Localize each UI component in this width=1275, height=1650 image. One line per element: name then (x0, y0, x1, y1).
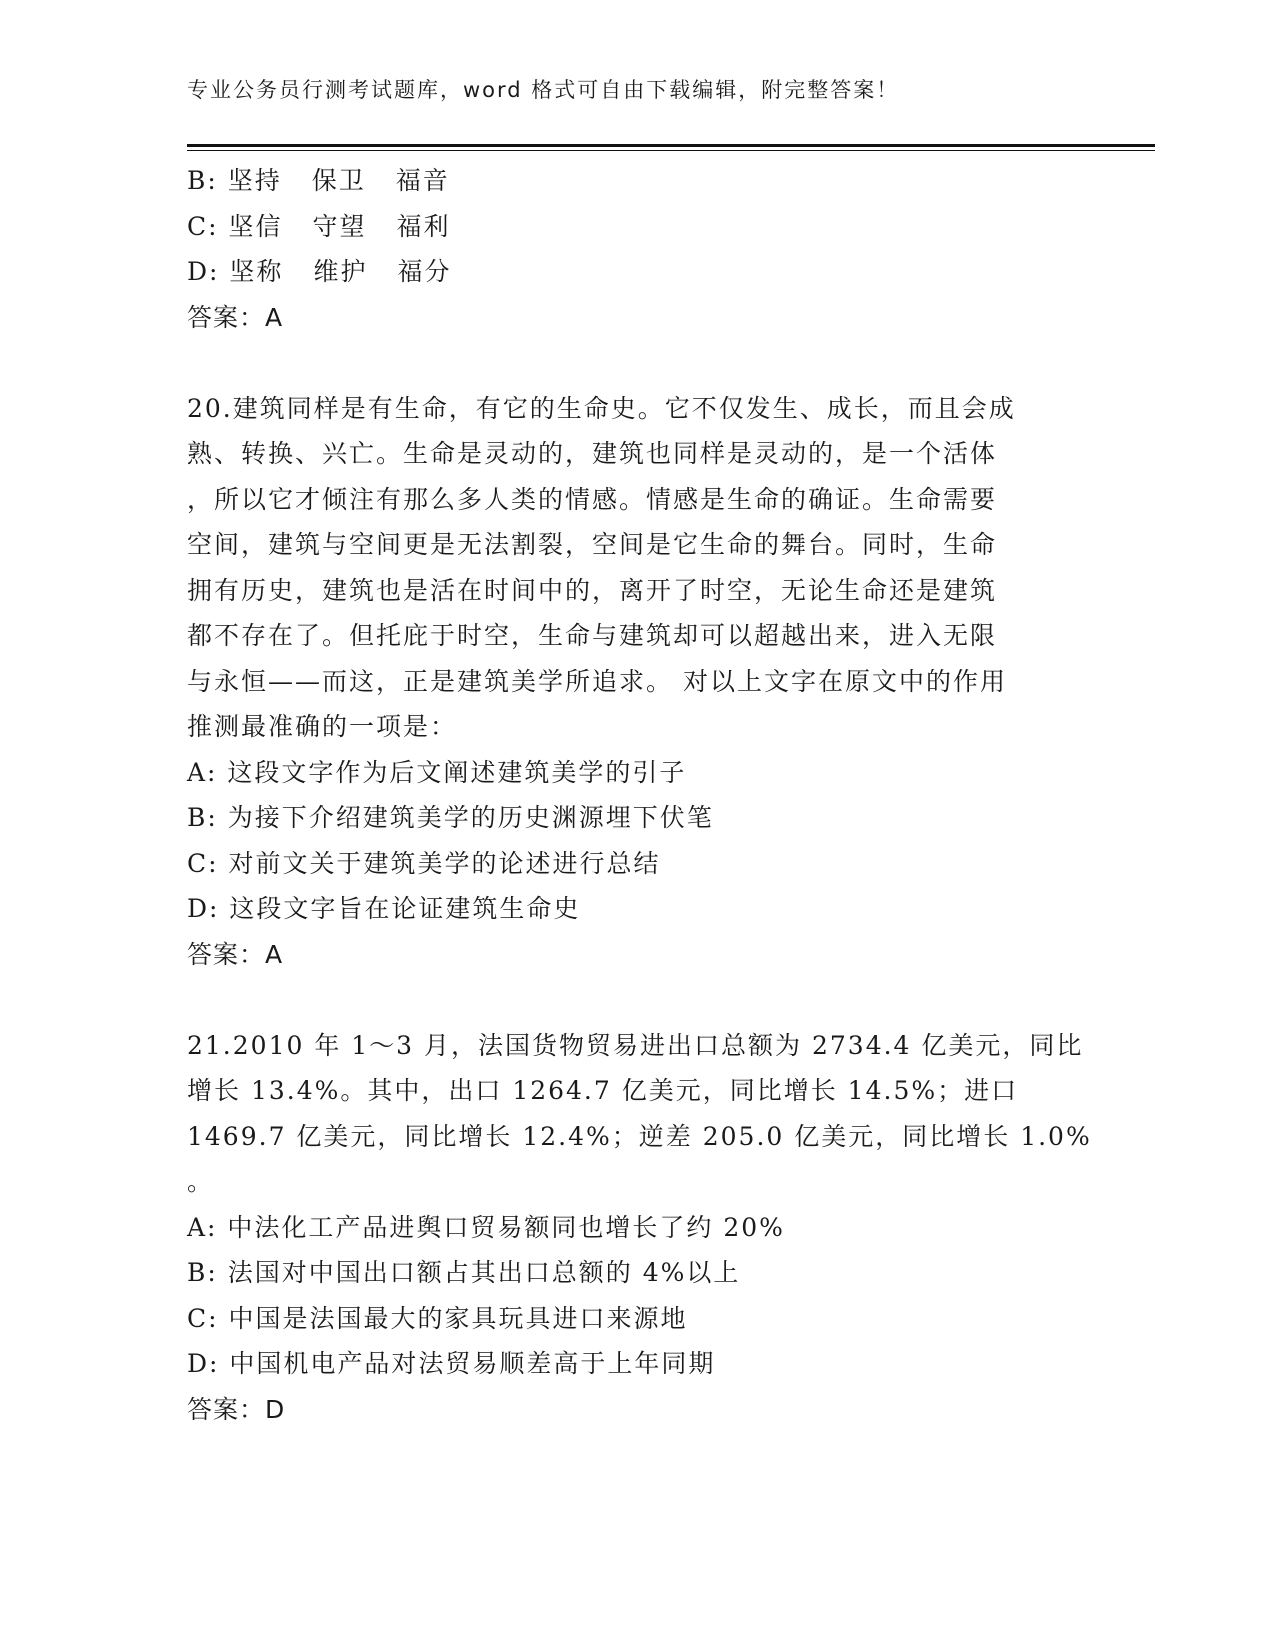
answer: 答案：A (187, 302, 284, 332)
header-rule-thin (187, 150, 1155, 151)
question-20 (187, 386, 1087, 978)
option-a: A: 这段文字作为后文阐述建筑美学的引子 (187, 757, 687, 787)
question-text-line: 增长 13.4%。其中，出口 1264.7 亿美元，同比增长 14.5%；进口 (187, 1076, 1019, 1105)
question-text-line: 。 (187, 1167, 215, 1196)
option-d: D: 中国机电产品对法贸易顺差高于上年同期 (187, 1349, 716, 1378)
answer: 答案：A (187, 939, 284, 969)
option-d: D: 坚称 维护 福分 (187, 257, 452, 286)
page-header: 专业公务员行测考试题库，word 格式可自由下载编辑，附完整答案！ (187, 78, 900, 102)
document-body (187, 158, 1092, 1432)
question-text-line: 熟、转换、兴亡。生命是灵动的，建筑也同样是灵动的，是一个活体 (187, 439, 998, 468)
option-d: D: 这段文字旨在论证建筑生命史 (187, 894, 581, 923)
option-b: B: 坚持 保卫 福音 (187, 166, 450, 195)
question-text-line: 1469.7 亿美元，同比增长 12.4%；逆差 205.0 亿美元，同比增长 1.0% (187, 1121, 1092, 1151)
question-text-line: 与永恒——而这，正是建筑美学所追求。 对以上文字在原文中的作用 (187, 666, 1007, 696)
header-rule-thick (187, 144, 1155, 147)
question-text-line: 21.2010 年 1～3 月，法国货物贸易进出口总额为 2734.4 亿美元，同比 (187, 1030, 1084, 1060)
option-b: B: 为接下介绍建筑美学的历史渊源埋下伏笔 (187, 803, 714, 832)
question-text-line: ，所以它才倾注有那么多人类的情感。情感是生命的确证。生命需要 (187, 484, 998, 514)
question-text-line: 20.建筑同样是有生命，有它的生命史。它不仅发生、成长，而且会成 (187, 393, 1016, 423)
question-text-line: 空间，建筑与空间更是无法割裂，空间是它生命的舞台。同时，生命 (187, 530, 998, 559)
question-text-line: 拥有历史，建筑也是活在时间中的，离开了时空，无论生命还是建筑 (187, 575, 998, 605)
option-b: B: 法国对中国出口额占其出口总额的 4%以上 (187, 1258, 741, 1287)
option-c: C: 中国是法国最大的家具玩具进口来源地 (187, 1303, 688, 1333)
question-text-line: 推测最准确的一项是： (187, 712, 458, 741)
option-c: C: 对前文关于建筑美学的论述进行总结 (187, 848, 661, 878)
question-21 (187, 1023, 1092, 1433)
question-19-tail (187, 158, 1087, 340)
option-a: A: 中法化工产品进舆口贸易额同也增长了约 20% (187, 1212, 785, 1242)
question-text-line: 都不存在了。但托庇于时空，生命与建筑却可以超越出来，进入无限 (187, 621, 998, 650)
answer: 答案：D (187, 1394, 286, 1424)
option-c: C: 坚信 守望 福利 (187, 211, 451, 241)
